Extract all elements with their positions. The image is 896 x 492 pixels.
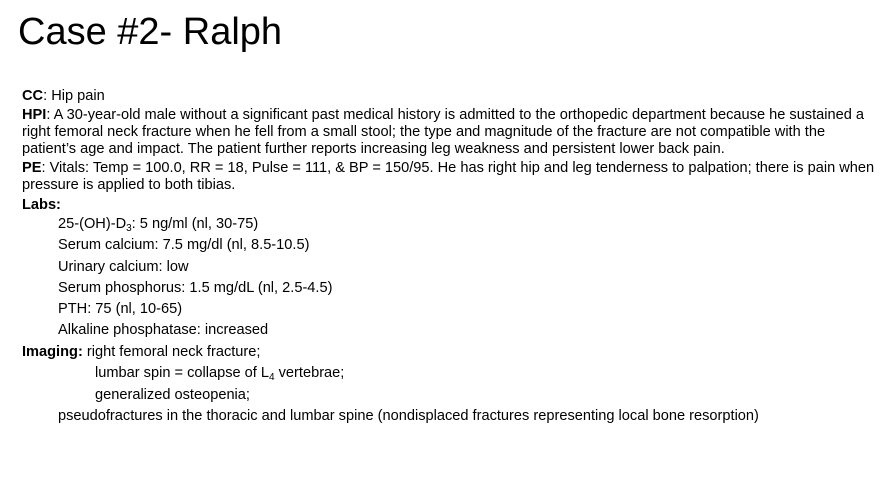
lab-item: Alkaline phosphatase: increased: [58, 322, 269, 339]
imaging-label: Imaging:: [22, 343, 83, 360]
cc-text: : Hip pain: [43, 88, 105, 104]
vitd-prefix: 25-(OH)-D: [58, 216, 127, 232]
vitd-value: : 5 ng/ml (nl, 30-75): [131, 216, 259, 232]
lab-item: Urinary calcium: low: [58, 258, 189, 275]
history-of-present-illness: [22, 107, 878, 158]
lab-item: Serum calcium: 7.5 mg/dl (nl, 8.5-10.5): [58, 237, 310, 254]
lumbar-subscript: 4: [269, 372, 275, 384]
cc-label: CC: [22, 88, 44, 104]
pe-label: PE: [22, 160, 42, 176]
lab-item: Serum phosphorus: 1.5 mg/dL (nl, 2.5-4.5): [58, 279, 333, 296]
physical-exam: [22, 160, 878, 194]
imaging-first: [22, 342, 878, 364]
lumbar-prefix: lumbar spin = collapse of L: [95, 365, 270, 382]
imaging-femoral: right femoral neck fracture;: [82, 343, 261, 360]
hpi-label: HPI: [22, 107, 47, 123]
hpi-text: : A 30-year-old male without a significant past medical history is admitted to the orthopedic department because he sustained a right femoral neck fracture when he fell from a small stool; the type and magnitude of the fracture are not compatible with the patient’s age and impact. The patient further reports increasing leg weakness and persistent lower back pain.: [22, 107, 865, 157]
pe-text: : Vitals: Temp = 100.0, RR = 18, Pulse = 111, & BP = 150/95. He has right hip and leg tenderness to palpation; there is pain when pressure is applied to both tibias.: [22, 160, 875, 193]
lab-item: PTH: 75 (nl, 10-65): [58, 301, 183, 318]
lumbar-rest: vertebrae;: [274, 365, 345, 382]
imaging-osteopenia: generalized osteopenia;: [95, 386, 250, 403]
imaging-pseudofractures: pseudofractures in the thoracic and lumbar spine (nondisplaced fractures representing local bone resorption): [58, 408, 759, 425]
slide-title: Case #2- Ralph: [18, 11, 283, 53]
chief-complaint: [22, 88, 878, 105]
lab-vitamin-d: [58, 214, 878, 235]
case-content: [22, 88, 878, 425]
labs-heading: Labs:: [22, 197, 61, 213]
imaging-lumbar: [95, 363, 878, 385]
vitd-subscript: 3: [126, 223, 132, 234]
